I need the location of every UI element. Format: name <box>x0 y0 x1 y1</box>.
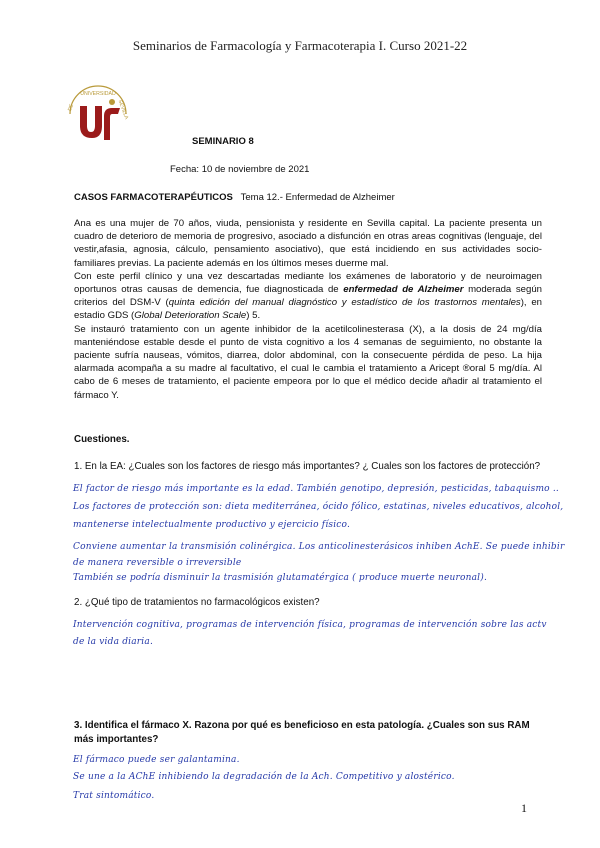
answer-3-line-1: El fármaco puede ser galantamina. <box>73 755 240 765</box>
answer-3-line-2: Se une a la AChE inhibiendo la degradación de la Ach. Competitivo y alostérico. <box>73 772 455 782</box>
answer-3-line-3: Trat sintomático. <box>73 791 155 801</box>
gds-description: Global Deterioration Scale <box>134 310 247 322</box>
answer-1-line-6: También se podría disminuir la trasmisión glutamatérgica ( produce muerte neuronal). <box>73 573 488 583</box>
university-logo <box>62 84 134 146</box>
answer-1-line-1: El factor de riesgo más importante es la edad. También genotipo, depresión, pesticidas, tabaquismo .. <box>73 484 559 494</box>
cases-heading <box>74 192 395 203</box>
date-value: 10 de noviembre de 2021 <box>201 164 310 175</box>
answer-2-line-2: de la vida diaria. <box>73 637 154 647</box>
university-seal-icon <box>62 84 134 146</box>
question-3: 3. Identifica el fármaco X. Razona por qué es beneficioso en esta patología. ¿Cuales son sus RAM más importantes? <box>74 720 530 745</box>
case-paragraph-1: Ana es una mujer de 70 años, viuda, pensionista y residente en Sevilla capital. La paciente presenta un cuadro de deterioro de memoria de progresivo, asociado a disfunción en otras areas cognitivas (lenguaje, del vestir,afasia, agnosia, cálculo, pensamiento asociativo), que está incidiendo en sus actividades socio-familiares previas. La paciente además en los últimos meses duerme mal. <box>74 218 542 269</box>
answer-1-line-2: Los factores de protección son: dieta mediterránea, ócido fólico, estatinas, niveles educativos, alcohol, <box>73 502 564 512</box>
svg-text:SEVILLA: SEVILLA <box>116 99 130 121</box>
page-number: 1 <box>521 801 527 815</box>
answer-1-line-5: de manera reversible o irreversible <box>73 558 242 568</box>
dsm-description: quinta edición del manual diagnóstico y estadístico de los trastornos mentales <box>168 297 521 309</box>
cases-title: CASOS FARMACOTERAPÉUTICOS <box>74 192 233 203</box>
date-line <box>170 164 309 175</box>
svg-text:UNIVERSIDAD: UNIVERSIDAD <box>80 91 116 97</box>
cases-topic: Tema 12.- Enfermedad de Alzheimer <box>240 192 395 203</box>
answer-2-line-1: Intervención cognitiva, programas de intervención física, programas de intervención sobre las actv <box>73 620 547 630</box>
case-description <box>74 217 542 402</box>
page-header: Seminarios de Farmacología y Farmacoterapia I. Curso 2021-22 <box>132 38 468 53</box>
question-1: 1. En la EA: ¿Cuales son los factores de riesgo más importantes? ¿ Cuales son los factores de protección? <box>74 461 541 472</box>
date-label: Fecha: <box>170 164 200 175</box>
svg-text:DE: DE <box>67 103 76 112</box>
questions-heading: Cuestiones. <box>74 434 130 445</box>
seminar-title: SEMINARIO 8 <box>192 136 254 147</box>
answer-1-line-3: mantenerse intelectualmente productivo y ejercicio físico. <box>73 520 351 530</box>
case-paragraph-2: Con este perfil clínico y una vez descartadas mediante los exámenes de laboratorio y de neuroimagen oportunos otras causas de demencia, fue diagnosticada de enfermedad de Alzheimer moderada según criterios del DSM-V (quinta edición del manual diagnóstico y estadístico de los trastornos mentales), en estadio GDS (Global Deterioration Scale) 5. <box>74 270 542 322</box>
answer-1-line-4: Conviene aumentar la transmisión colinérgica. Los anticolinesterásicos inhiben AchE. Se puede inhibir <box>73 542 565 552</box>
question-2: 2. ¿Qué tipo de tratamientos no farmacológicos existen? <box>74 597 320 608</box>
diagnosis: enfermedad de Alzheimer <box>343 284 464 296</box>
case-paragraph-3: Se instauró tratamiento con un agente inhibidor de la acetilcolinesterasa (X), a la dosis de 24 mg/día manteniéndose estable desde el punto de vista cognitivo a los 4 semanas de seguimiento, no obstante la paciente sufría nauseas, vómitos, diarrea, dolor abdominal, con la consecuente pérdida de peso. La hija alarmada acompaña a su madre al facultativo, el cual le cambia el tratamiento a Aricept ®oral 5 mg/día. Al cabo de 6 meses de tratamiento, el paciente empeora por lo que el médico decide añadir al tratamiento el fármaco Y. <box>74 323 542 401</box>
